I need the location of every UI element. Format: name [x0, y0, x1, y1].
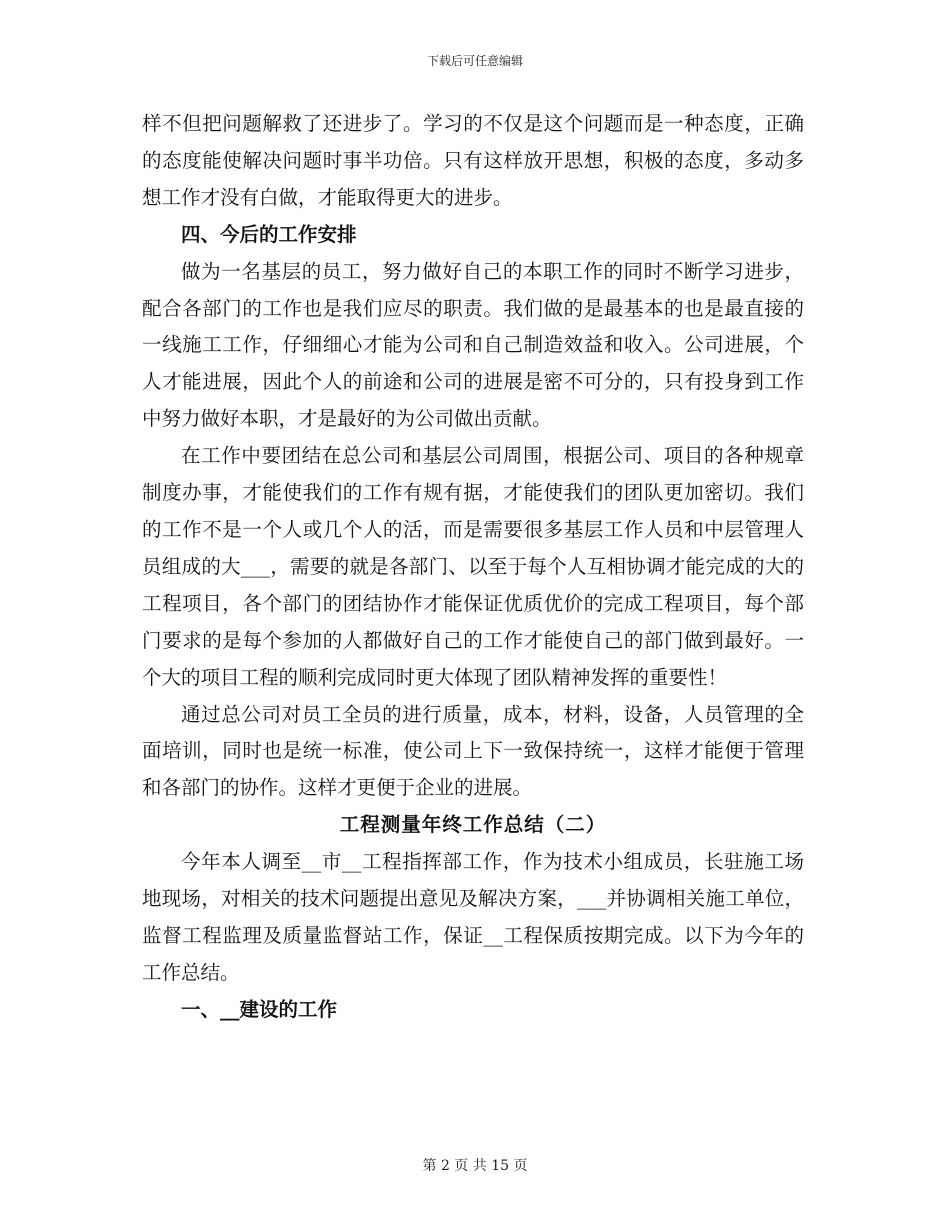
- paragraph-plan-1: 做为一名基层的员工，努力做好自己的本职工作的同时不断学习进步，配合各部门的工作也是我们应尽的职责。我们做的是最基本的也是最直接的一线施工工作，仔细细心才能为公司和自己制造效益和收入。公司进展，个人才能进展，因此个人的前途和公司的进展是密不可分的，只有投身到工作中努力做好本职，才是最好的为公司做出贡献。: [142, 259, 804, 431]
- page-header: 下载后可任意编辑: [426, 54, 523, 68]
- paragraph-plan-3: 通过总公司对员工全员的进行质量，成本，材料，设备，人员管理的全面培训，同时也是统一标准，使公司上下一致保持统一，这样才能便于管理和各部门的协作。这样才更便于企业的进展。: [142, 702, 804, 800]
- document-body: [142, 106, 804, 1029]
- heading-construction-work: 一、__建设的工作: [181, 997, 338, 1021]
- paragraph-continued: 样不但把问题解救了还进步了。学习的不仅是这个问题而是一种态度，正确的态度能使解决问题时事半功倍。只有这样放开思想，积极的态度，多动多想工作才没有白做，才能取得更大的进步。: [142, 112, 804, 209]
- paragraph-plan-2: 在工作中要团结在总公司和基层公司周围，根据公司、项目的各种规章制度办事，才能使我们的工作有规有据，才能使我们的团队更加密切。我们的工作不是一个人或几个人的活，而是需要很多基层工作人员和中层管理人员组成的大___，需要的就是各部门、以至于每个人互相协调才能完成的大的工程项目，各个部门的团结协作才能保证优质优价的完成工程项目，每个部门要求的是每个参加的人都做好自己的工作才能使自己的部门做到最好。一个大的项目工程的顺利完成同时更大体现了团队精神发挥的重要性！: [142, 444, 804, 689]
- page-footer: 第 2 页 共 15 页: [422, 1158, 528, 1174]
- section-title: 工程测量年终工作总结（二）: [339, 813, 607, 837]
- heading-future-plan: 四、今后的工作安排: [181, 222, 357, 246]
- paragraph-intro: 今年本人调至__市__工程指挥部工作，作为技术小组成员，长驻施工场地现场，对相关的技术问题提出意见及解决方案，___并协调相关施工单位，监督工程监理及质量监督站工作，保证__工程保质按期完成。以下为今年的工作总结。: [142, 850, 804, 984]
